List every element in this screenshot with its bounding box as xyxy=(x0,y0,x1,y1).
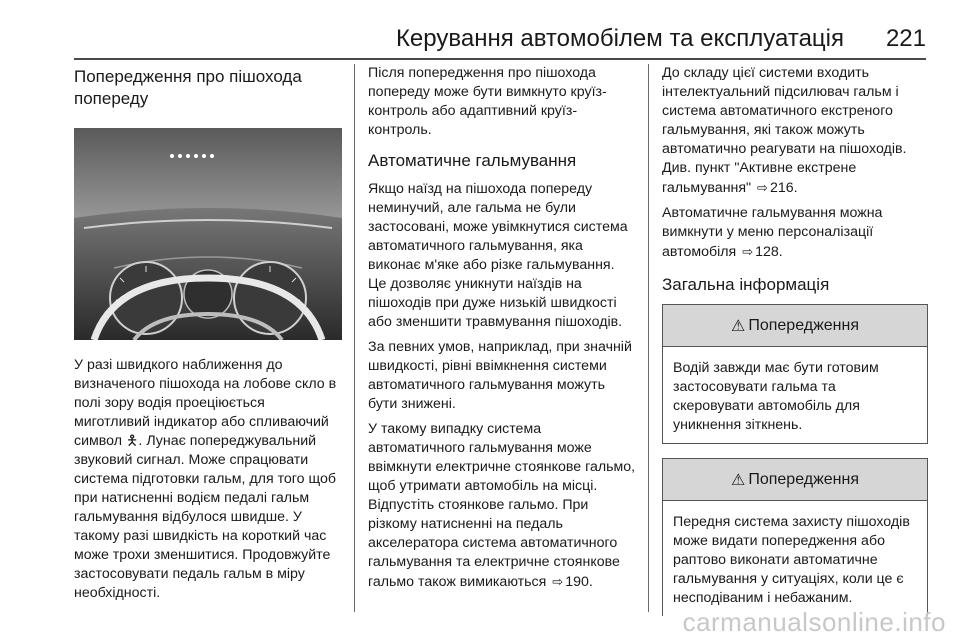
column-divider-2 xyxy=(648,64,649,612)
dashboard-illustration xyxy=(74,128,342,340)
watermark: carmanualsonline.info xyxy=(682,607,946,637)
page-reference-128: 128. xyxy=(755,244,783,260)
page-reference-216: 216. xyxy=(769,180,798,196)
page-reference-arrow-icon: ⇨ xyxy=(552,574,564,589)
automatic-braking-paragraph-1: Якщо наїзд на пішохода попереду неминучий, але гальма не були застосовані, може увімкнутися система автоматичного гальмування, яка виконає м'яке або різке гальмування. Це дозволяє уникнути наїздів на пішоходів при дуже низькій швидкості або зменшити травмування пішоходів. xyxy=(368,181,628,330)
automatic-braking-paragraph-3 xyxy=(368,420,636,592)
warning-triangle-icon: ⚠ xyxy=(730,317,746,335)
column-divider-1 xyxy=(354,64,355,612)
warning-box-2-text: Передня система захисту пішоходів може видати попередження або раптово виконати автоматичне гальмування у ситуаціях, коли це є несподіваним і небажаним. xyxy=(673,514,910,606)
section-heading-general-info: Загальна інформація xyxy=(662,275,830,294)
components-text: До складу цієї системи входить інтелектуальний підсилювач гальм і система автоматичного екстреного гальмування, які також можуть автоматично реагувати на пішоходів. Див. пункт "Активне екстрене гальмування" xyxy=(662,65,907,196)
warning-box-2 xyxy=(662,458,928,616)
section-heading-automatic-braking: Автоматичне гальмування xyxy=(368,151,577,170)
warning-box-1-title: Попередження xyxy=(748,316,860,334)
warning-box-2-body xyxy=(663,501,927,616)
pedestrian-warning-paragraph: У разі швидкого наближення до визначеного пішохода на лобове скло в полі зору водія проеціюється миготливий індикатор або спливаючий символ 🯅. Лунає попереджувальний звуковий сигнал. Може спрацювати система підготовки гальм, для того щоб при натисненні водієм педалі гальм гальмування відбулося швидше. У такому разі швидкість на короткий час може трохи зменшитися. Продовжуйте застосовувати педаль гальм в міру необхідності. xyxy=(74,357,337,601)
warning-box-2-header xyxy=(663,459,927,501)
warning-box-1 xyxy=(662,304,928,444)
warning-box-1-header xyxy=(663,305,927,347)
header-rule xyxy=(74,58,926,60)
paragraph-3-text: У такому випадку система автоматичного гальмування може ввімкнути електричне стоянкове гальмо, щоб утримати автомобіль на місці. Відпустіть стоянкове гальмо. При різкому натисненні на педаль акселератора система автоматичного гальмування та електричне стоянкове гальмо також вимикаються xyxy=(368,421,636,590)
column-2 xyxy=(368,64,636,598)
page-reference-190: 190. xyxy=(565,574,593,590)
cruise-control-note: Після попередження про пішохода попереду може бути вимкнуто круїз-контроль або адаптивний круїз-контроль. xyxy=(368,65,607,138)
page-header xyxy=(74,22,926,56)
warning-box-1-body xyxy=(663,347,927,443)
personalisation-paragraph xyxy=(662,204,928,262)
warning-box-1-text: Водій завжди має бути готовим застосовувати гальма та скеровувати автомобіль для уникнення зіткнень. xyxy=(673,360,879,433)
column-3 xyxy=(662,64,928,630)
column-1 xyxy=(74,64,342,609)
page-reference-arrow-icon: ⇨ xyxy=(757,180,768,195)
section-heading-pedestrian-warning: Попередження про пішохода попереду xyxy=(74,67,302,108)
page-number: 221 xyxy=(885,25,926,52)
warning-box-2-title: Попередження xyxy=(748,470,860,488)
dashboard-illustration-svg xyxy=(74,128,342,340)
system-components-paragraph xyxy=(662,64,928,198)
page-reference-arrow-icon: ⇨ xyxy=(742,244,754,259)
automatic-braking-paragraph-2: За певних умов, наприклад, при значній швидкості, рівні ввімкнення системи автоматичного гальмування можуть бути знижені. xyxy=(368,339,632,412)
personalisation-text: Автоматичне гальмування можна вимкнути у меню персоналізації автомобіля xyxy=(662,205,883,260)
page-title: Керування автомобілем та експлуатація xyxy=(395,25,844,52)
warning-triangle-icon: ⚠ xyxy=(730,471,746,489)
